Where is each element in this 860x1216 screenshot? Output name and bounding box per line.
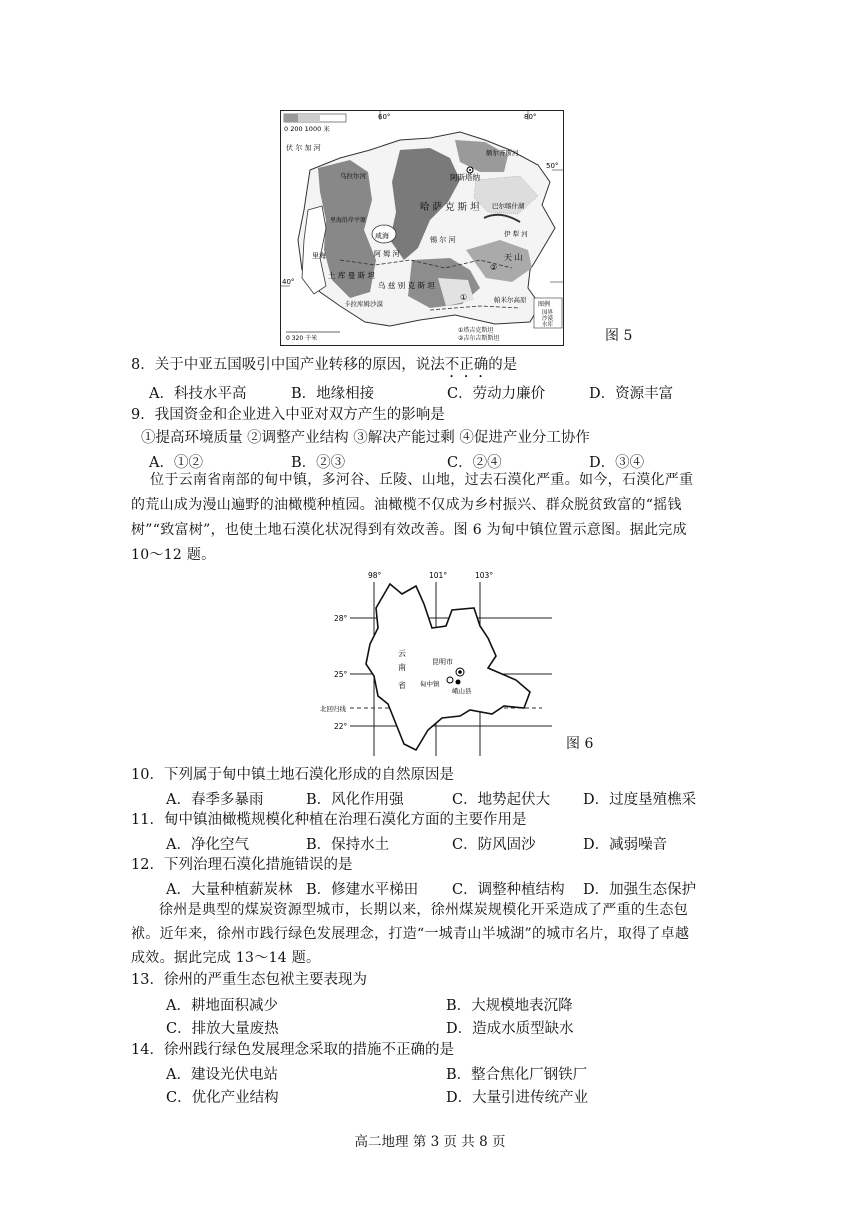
q13-option-a: A．耕地面积减少 [166, 998, 278, 1014]
irtysh-label: 额尔齐斯河 [486, 149, 519, 157]
balkhash-label: 巴尔喀什湖 [492, 202, 525, 210]
kazakhstan-label: 哈 萨 克 斯 坦 [420, 202, 480, 213]
syr-label: 锡 尔 河 [430, 236, 456, 244]
q13-option-c: C．排放大量废热 [166, 1021, 279, 1037]
lon-98: 98° [368, 571, 382, 580]
q11-option-d: D．减弱噪音 [583, 837, 668, 853]
lat-50: 50° [546, 162, 559, 170]
aral-label: 咸海 [375, 232, 389, 240]
kyrgyz-mark: ② [490, 263, 498, 272]
question-11-stem: 11．甸中镇油橄榄规模化种植在治理石漠化方面的主要作用是 [131, 812, 527, 828]
turkmenistan-label: 土 库 曼 斯 坦 [328, 271, 376, 280]
figure-5-map [280, 110, 564, 346]
question-9-sub: ①提高环境质量 ②调整产业结构 ③解决产能过剩 ④促进产业分工协作 [141, 430, 590, 446]
question-10-stem: 10．下列属于甸中镇土地石漠化形成的自然原因是 [131, 767, 454, 783]
scale-top: 0 200 1000 米 [284, 125, 330, 133]
q13-option-d: D．造成水质型缺水 [446, 1021, 574, 1037]
question-12-stem: 12．下列治理石漠化措施错误的是 [131, 857, 353, 873]
kunming-label: 昆明市 [432, 658, 453, 666]
passage-2-line-2: 袱。近年来，徐州市践行绿色发展理念，打造“一城青山半城湖”的城市名片，取得了卓越 [131, 926, 690, 942]
q9-option-a: A．①② [149, 455, 203, 471]
q8-option-a: A．科技水平高 [149, 386, 247, 402]
q8-option-c: C．劳动力廉价 [447, 386, 546, 402]
province-char-3: 省 [398, 681, 406, 690]
q8-option-b: B．地缘相接 [291, 386, 375, 402]
figure-6-map [320, 568, 552, 756]
legend-desert: 沙漠 [542, 316, 554, 322]
scale-bottom: 0 320 千米 [286, 335, 318, 342]
uzbekistan-label: 乌 兹 别 克 斯 坦 [378, 281, 435, 290]
astana-label: 阿斯塔纳 [450, 173, 480, 182]
eshan-label: 峨山县 [452, 687, 472, 695]
pamir-label: 帕米尔高原 [494, 296, 527, 304]
tropic-label: 北回归线 [320, 705, 346, 713]
q9-option-c: C．②④ [447, 455, 502, 471]
question-9-stem: 9．我国资金和企业进入中亚对双方产生的影响是 [131, 407, 445, 423]
q14-option-c: C．优化产业结构 [166, 1090, 279, 1106]
figure-5-label: 图 5 [605, 328, 633, 344]
tianshan-label: 天 山 [504, 253, 523, 262]
page-footer: 高二地理 第 3 页 共 8 页 [354, 1134, 506, 1150]
q14-option-a: A．建设光伏电站 [166, 1067, 278, 1083]
q12-option-d: D．加强生态保护 [583, 882, 697, 898]
ili-label: 伊 犁 河 [504, 230, 528, 238]
question-14-stem: 14．徐州践行绿色发展理念采取的措施不正确的是 [131, 1042, 454, 1058]
figure-6-label: 图 6 [566, 736, 594, 752]
q9-option-b: B．②③ [291, 455, 346, 471]
ural-label: 乌拉尔河 [340, 172, 366, 180]
question-8-stem: 8．关于中亚五国吸引中国产业转移的原因，说法不正确的是 [131, 357, 518, 373]
q10-option-b: B．风化作用强 [306, 792, 404, 808]
q10-option-a: A．春季多暴雨 [166, 792, 264, 808]
q12-option-b: B．修建水平梯田 [306, 882, 419, 898]
province-char-1: 云 [398, 649, 406, 658]
legend-reservoir: 水库 [542, 322, 554, 328]
legend-title: 图例 [538, 301, 551, 308]
q8-option-d: D．资源丰富 [589, 386, 674, 402]
q14-option-d: D．大量引进传统产业 [446, 1090, 589, 1106]
q12-option-a: A．大量种植薪炭林 [166, 882, 293, 898]
lat-40: 40° [282, 278, 295, 286]
passage-1-line-2: 的荒山成为漫山遍野的油橄榄种植园。油橄榄不仅成为乡村振兴、群众脱贫致富的“摇钱 [131, 497, 682, 513]
q11-option-c: C．防风固沙 [452, 837, 536, 853]
karakum-label: 卡拉库姆沙漠 [344, 300, 383, 308]
dianzhong-label: 甸中镇 [420, 680, 440, 688]
lon-103: 103° [475, 571, 494, 580]
q11-option-a: A．净化空气 [166, 837, 249, 853]
passage-2-line-1: 徐州是典型的煤炭资源型城市，长期以来，徐州煤炭规模化开采造成了严重的生态包 [159, 902, 689, 918]
legend-border: 国界 [542, 310, 554, 316]
q10-option-c: C．地势起伏大 [452, 792, 551, 808]
passage-2-line-3: 成效。据此完成 13～14 题。 [131, 950, 321, 966]
lon-60: 60° [378, 113, 391, 121]
lon-80: 80° [524, 113, 537, 121]
q10-option-d: D．过度垦殖樵采 [583, 792, 697, 808]
q9-option-d: D．③④ [589, 455, 645, 471]
amu-label: 阿 姆 河 [374, 250, 400, 258]
q13-option-b: B．大规模地表沉降 [446, 998, 573, 1014]
legend-note2: ②吉尔吉斯斯坦 [458, 335, 500, 342]
q11-option-b: B．保持水土 [306, 837, 390, 853]
province-char-2: 南 [398, 663, 406, 672]
legend-note1: ①塔吉克斯坦 [458, 327, 494, 334]
passage-1-line-3: 树”“致富树”，也使土地石漠化状况得到有效改善。图 6 为甸中镇位置示意图。据此完成 [131, 522, 687, 538]
q14-option-b: B．整合焦化厂钢铁厂 [446, 1067, 588, 1083]
q12-option-c: C．调整种植结构 [452, 882, 565, 898]
caspian-label: 里海 [312, 252, 326, 260]
lat-25: 25° [334, 670, 348, 679]
volga-label: 伏 尔 加 河 [286, 144, 321, 152]
passage-1-line-4: 10～12 题。 [131, 547, 216, 563]
question-13-stem: 13．徐州的严重生态包袱主要表现为 [131, 972, 367, 988]
tajik-mark: ① [460, 293, 468, 302]
lat-22: 22° [334, 722, 348, 731]
lat-28: 28° [334, 614, 348, 623]
passage-1-line-1: 位于云南省南部的甸中镇，多河谷、丘陵、山地，过去石漠化严重。如今，石漠化严重 [150, 472, 694, 488]
lon-101: 101° [429, 571, 448, 580]
caspian-plain-label: 里海沿岸平原 [330, 217, 367, 224]
